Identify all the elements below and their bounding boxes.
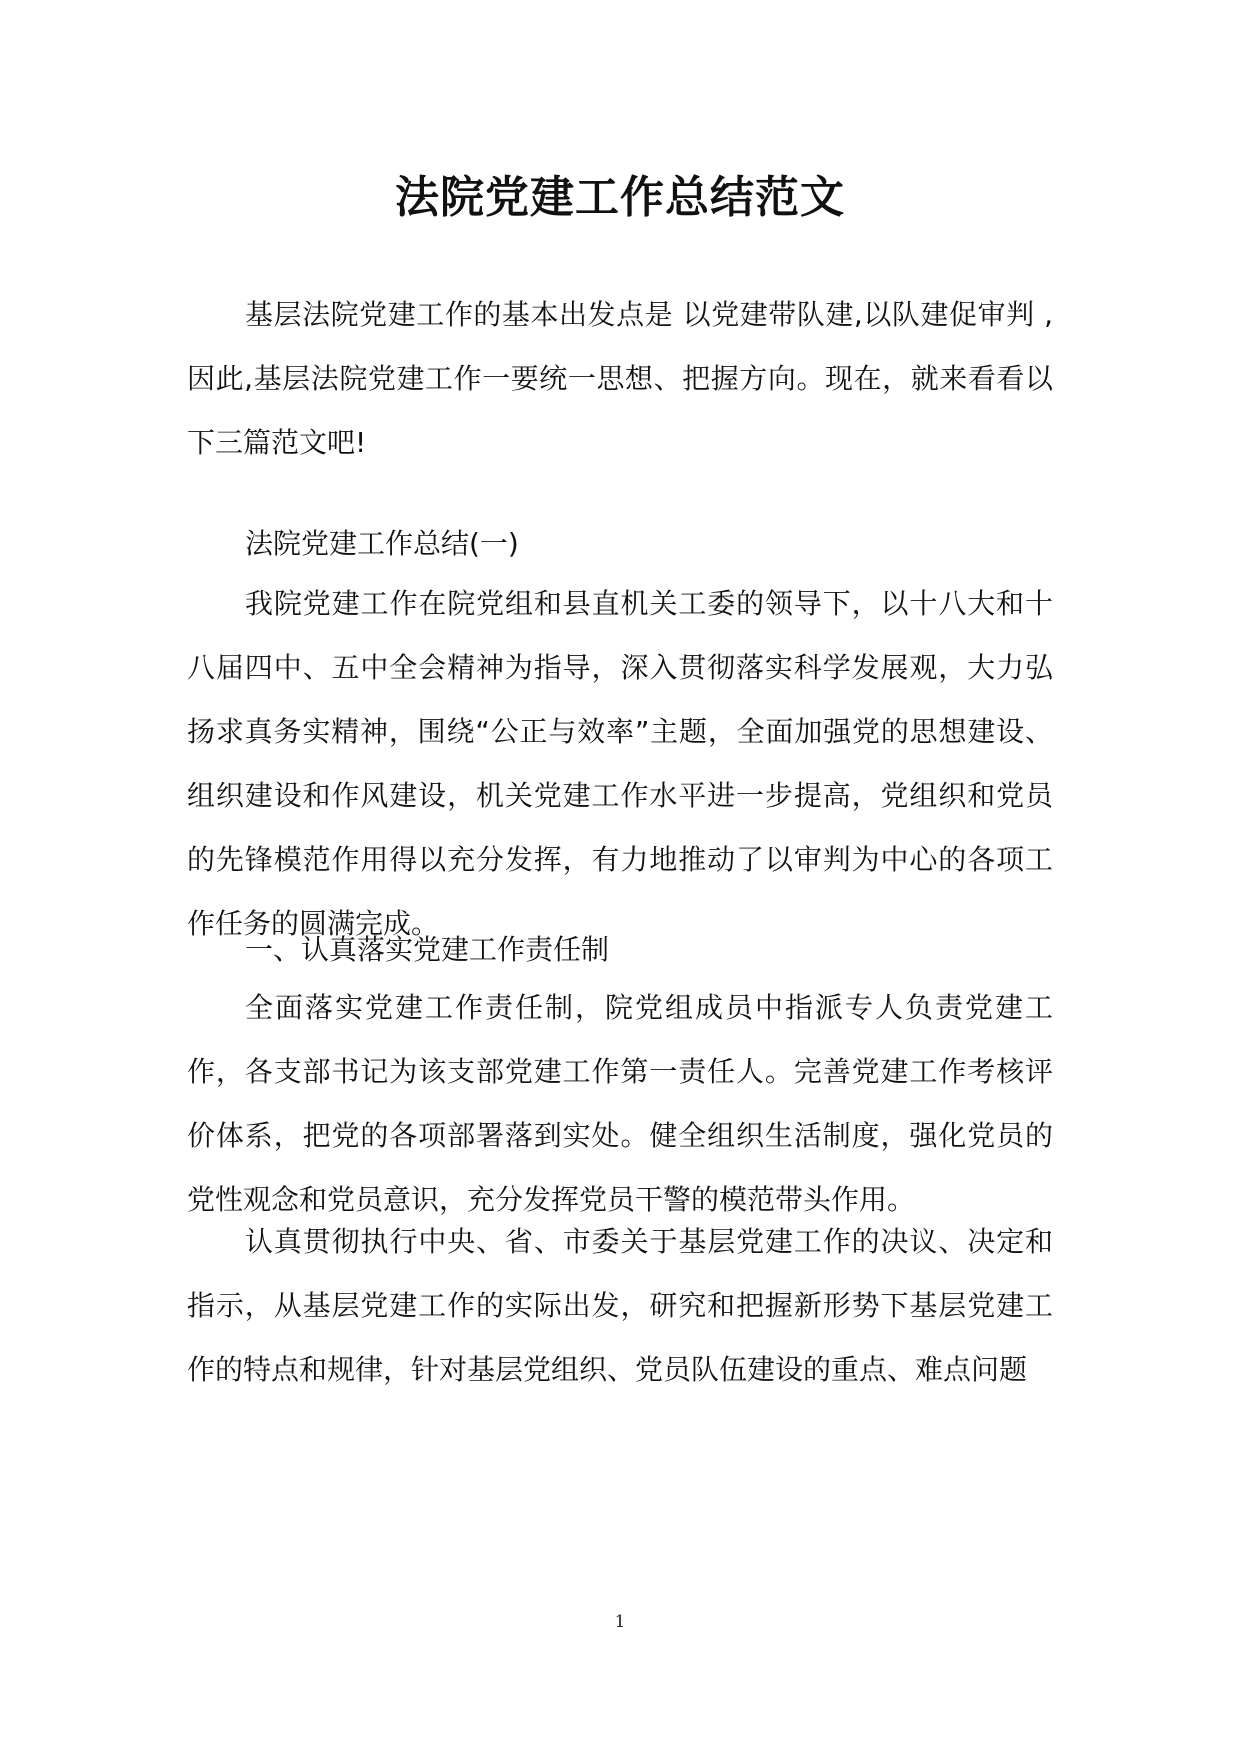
body-paragraph-3: 认真贯彻执行中央、省、市委关于基层党建工作的决议、决定和指示，从基层党建工作的实际出发，研究和把握新形势下基层党建工作的特点和规律，针对基层党组织、党员队伍建设的重点、难点问题 <box>187 1225 1053 1386</box>
document-title: 法院党建工作总结范文 <box>395 172 845 223</box>
intro-paragraph: 基层法院党建工作的基本出发点是 以党建带队建,以队建促审判 ,因此,基层法院党建工作一要统一思想、把握方向。现在，就来看看以下三篇范文吧! <box>187 298 1053 459</box>
subheading-1: 一、认真落实党建工作责任制 <box>245 933 610 966</box>
section-heading: 法院党建工作总结(一) <box>245 527 519 560</box>
body-paragraph-2: 全面落实党建工作责任制，院党组成员中指派专人负责党建工作，各支部书记为该支部党建工作第一责任人。完善党建工作考核评价体系，把党的各项部署落到实处。健全组织生活制度，强化党员的党性观念和党员意识，充分发挥党员干警的模范带头作用。 <box>187 991 1053 1216</box>
body-paragraph-1: 我院党建工作在院党组和县直机关工委的领导下，以十八大和十八届四中、五中全会精神为指导，深入贯彻落实科学发展观，大力弘扬求真务实精神，围绕“公正与效率”主题，全面加强党的思想建设、组织建设和作风建设，机关党建工作水平进一步提高，党组织和党员的先锋模范作用得以充分发挥，有力地推动了以审判为中心的各项工作任务的圆满完成。 <box>187 587 1053 940</box>
page-number: 1 <box>614 1612 626 1632</box>
